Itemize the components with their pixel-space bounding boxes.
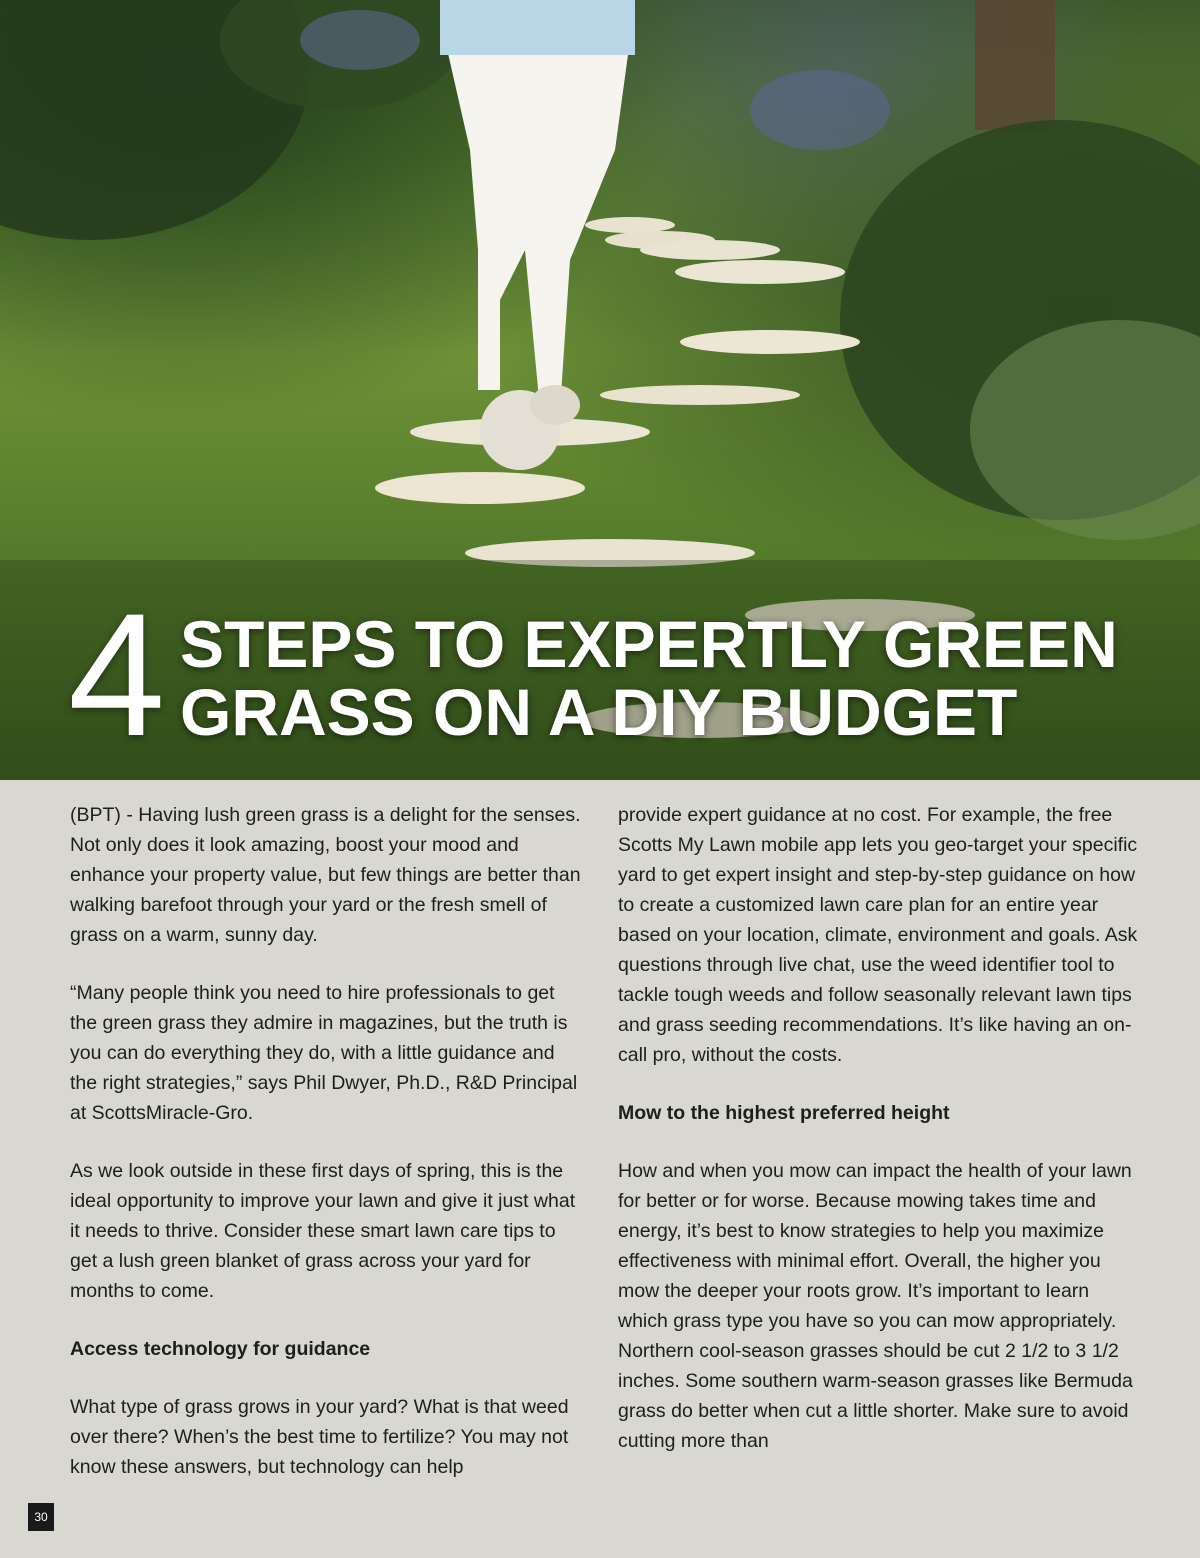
paragraph-app: provide expert guidance at no cost. For example, the free Scotts My Lawn mobile app lets you geo-target your specific yard to get expert insight and step-by-step guidance on how to create a customized lawn care plan for an entire year based on your location, climate, environment and goals. Ask questions through live chat, use the weed identifier tool to tackle tough weeds and follow seasonally relevant lawn tips and grass seeding recommendations. It’s like having an on-call pro, without the costs.: [618, 804, 1138, 1066]
headline-line-2: GRASS ON A DIY BUDGET: [180, 675, 1018, 749]
paragraph-intro: (BPT) - Having lush green grass is a delight for the senses. Not only does it look amazing, boost your mood and enhance your property value, but few things are better than walking barefoot through your yard or the fresh smell of grass on a warm, sunny day.: [70, 804, 581, 946]
article-column-right: [618, 800, 1138, 1484]
paragraph-technology: What type of grass grows in your yard? What is that weed over there? When’s the best time to fertilize? You may not know these answers, but technology can help: [70, 1396, 569, 1478]
subheading-technology: Access technology for guidance: [70, 1338, 371, 1360]
title-number: 4: [68, 578, 162, 773]
headline-line-1: STEPS TO EXPERTLY GREEN: [180, 607, 1118, 681]
paragraph-spring: As we look outside in these first days of spring, this is the ideal opportunity to improve your lawn and give it just what it needs to thrive. Consider these smart lawn care tips to get a lush green blanket of grass across your yard for months to come.: [70, 1160, 576, 1302]
subheading-mow: Mow to the highest preferred height: [618, 1102, 950, 1124]
title-headline: [180, 607, 1118, 749]
article-column-left: [70, 800, 585, 1510]
page-number: 30: [28, 1503, 54, 1531]
paragraph-quote: “Many people think you need to hire professionals to get the green grass they admire in magazines, but the truth is you can do everything they do, with a little guidance and the right strategies,” says Phil Dwyer, Ph.D., R&D Principal at ScottsMiracle-Gro.: [70, 982, 578, 1124]
article-title: [0, 578, 1200, 773]
paragraph-mow: How and when you mow can impact the health of your lawn for better or for worse. Because mowing takes time and energy, it’s best to know strategies to help you maximize effectiveness with minimal effort. Overall, the higher you mow the deeper your roots grow. It’s important to learn which grass type you have so you can mow appropriately. Northern cool-season grasses should be cut 2 1/2 to 3 1/2 inches. Some southern warm-season grasses like Bermuda grass do better when cut a little shorter. Make sure to avoid cutting more than: [618, 1160, 1133, 1452]
